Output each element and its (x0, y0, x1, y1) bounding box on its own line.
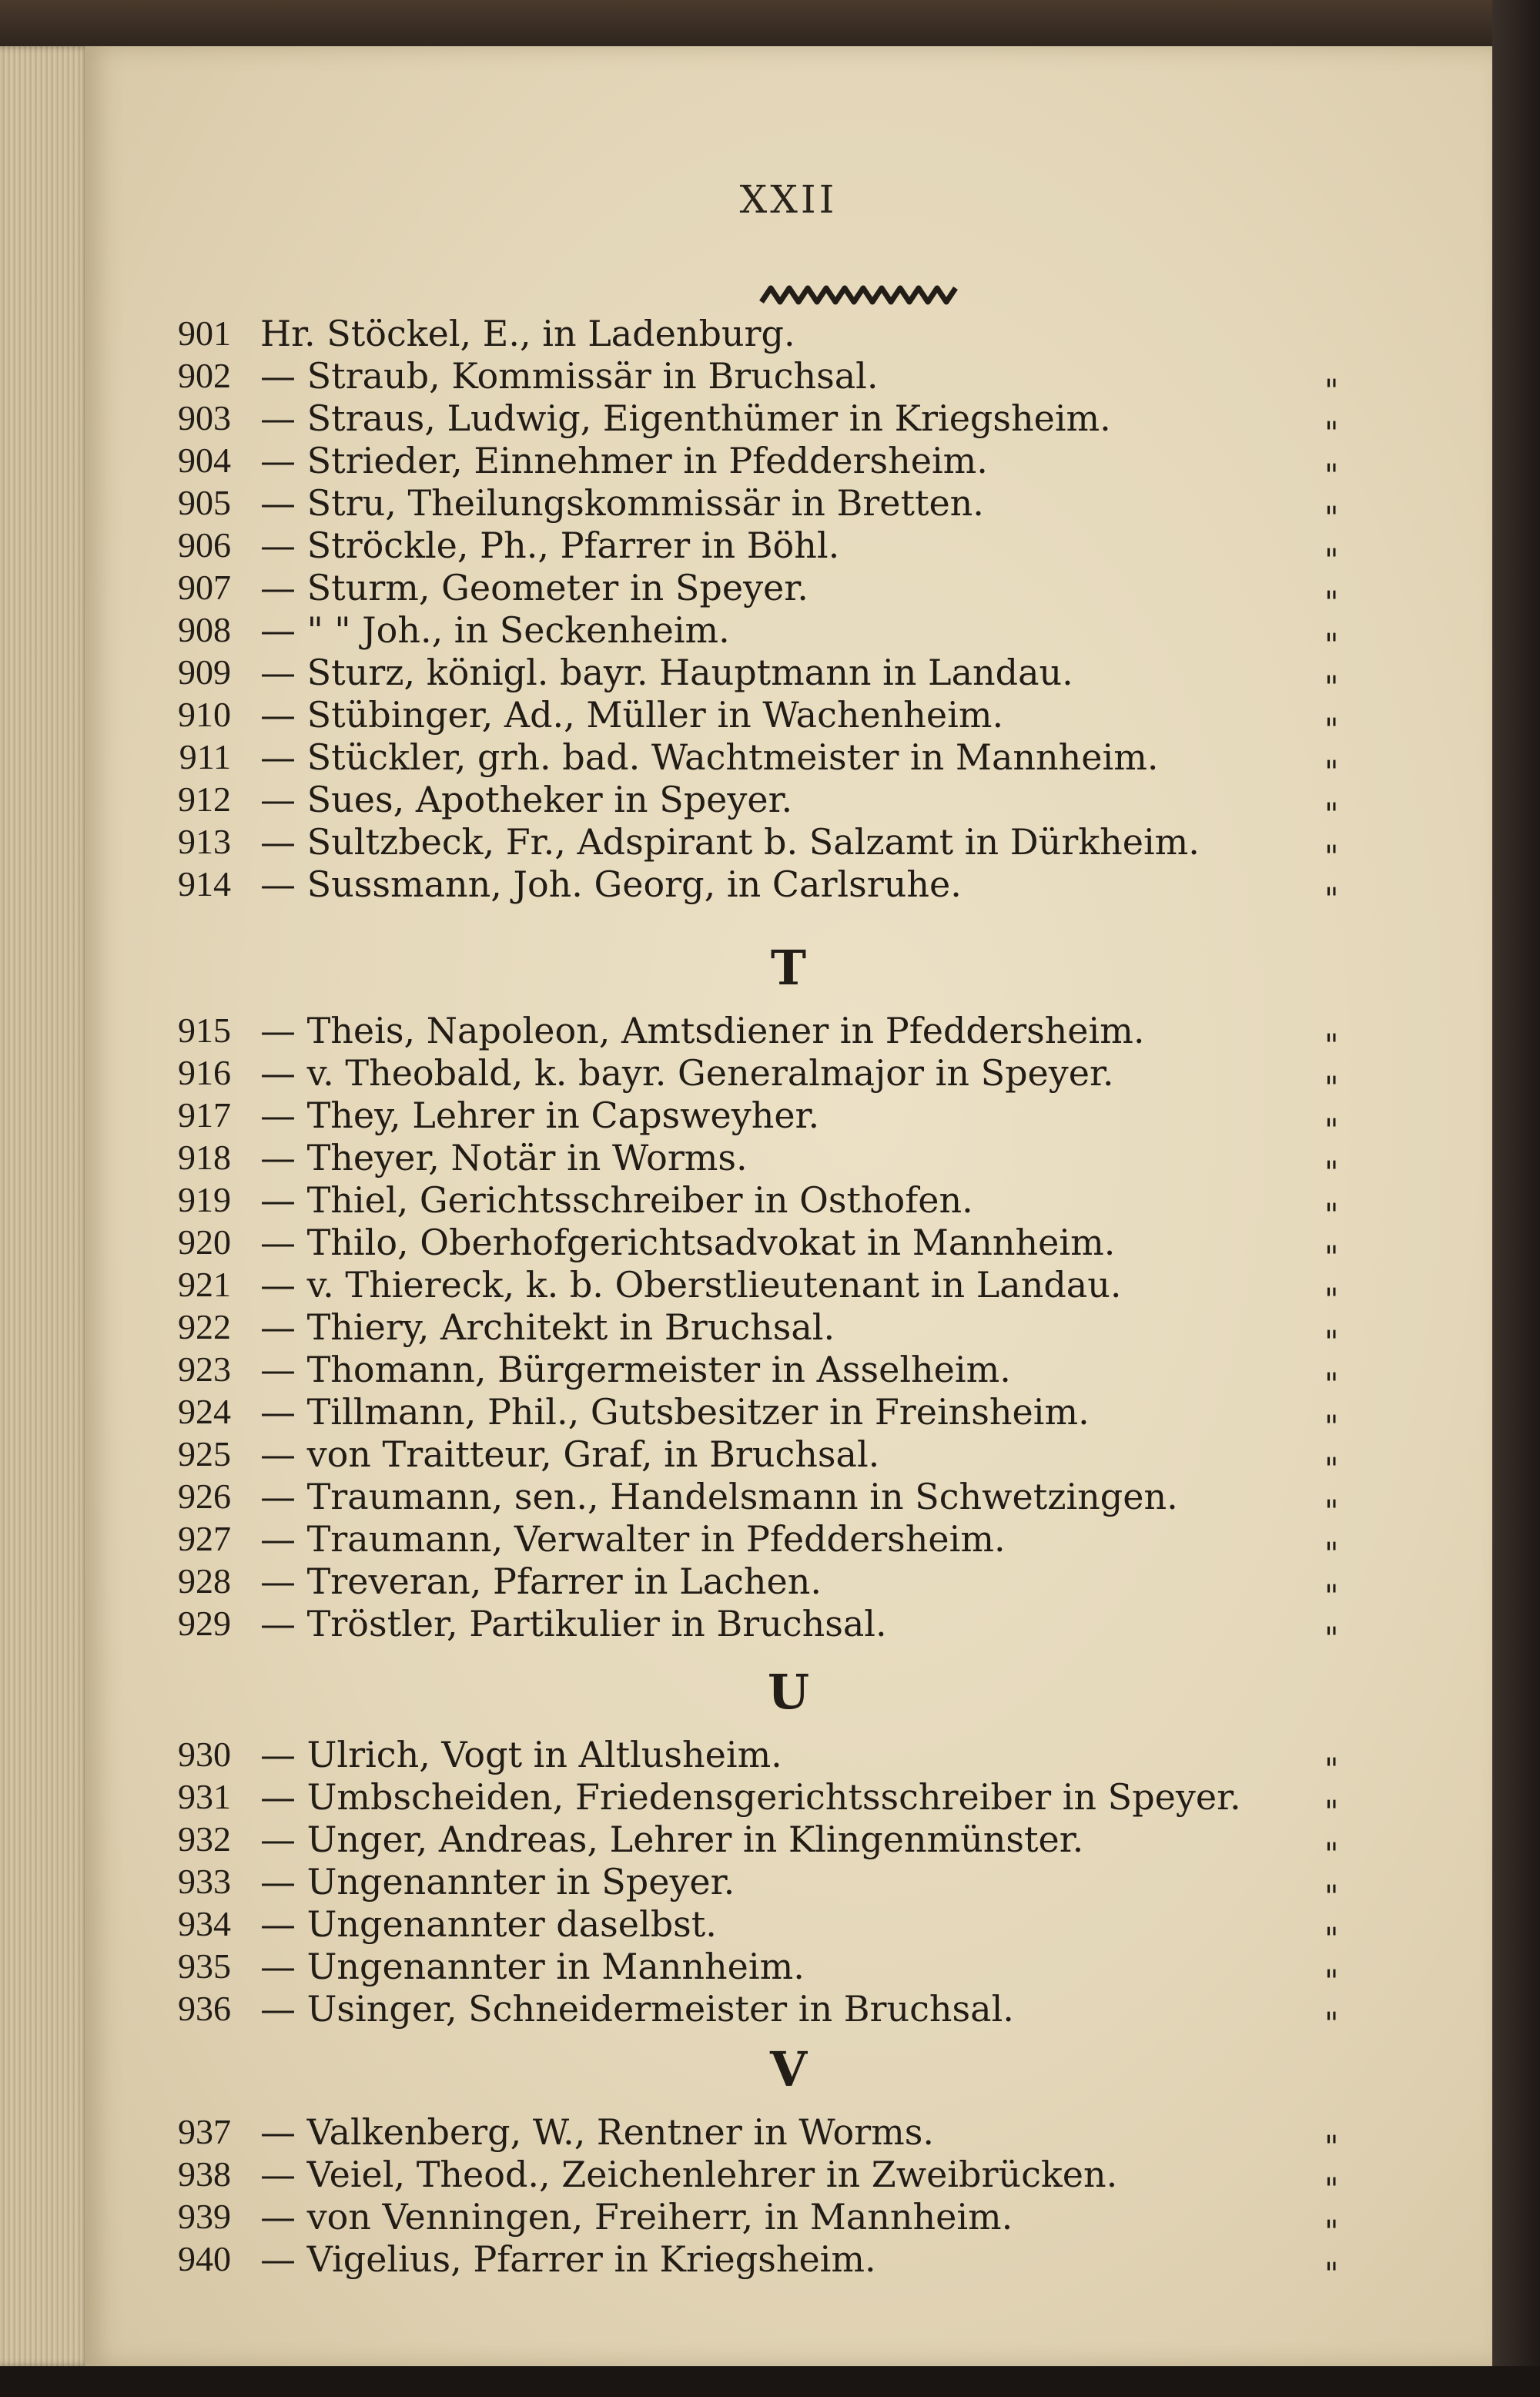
entry-number: 940 (178, 2239, 231, 2278)
entry-row (85, 1306, 1492, 1360)
entry-text: — Usinger, Schneidermeister in Bruchsal. (260, 1988, 1014, 2030)
entry-number: 912 (178, 779, 231, 819)
entry-number: 936 (178, 1989, 231, 2028)
entry-row (85, 1903, 1492, 1957)
book-bottom-edge (0, 2366, 1540, 2397)
ditto-mark: " (1324, 1198, 1339, 1233)
entry-row (85, 1136, 1492, 1191)
ditto-mark: " (1324, 1367, 1339, 1403)
entry-row (85, 1433, 1492, 1487)
entry-number: 914 (178, 864, 231, 903)
entry-text: — Vigelius, Pfarrer in Kriegsheim. (260, 2238, 876, 2280)
entry-row (85, 1178, 1492, 1233)
entry-number: 930 (178, 1735, 231, 1774)
ditto-mark: " (1324, 1964, 1339, 2000)
ditto-mark: " (1324, 543, 1339, 578)
entry-number: 902 (178, 356, 231, 395)
entry-number: 910 (178, 695, 231, 734)
ditto-mark: " (1324, 797, 1339, 833)
entry-row (85, 1009, 1492, 1064)
entry-number: 922 (178, 1307, 231, 1346)
entry-row (85, 312, 1492, 355)
ditto-mark: " (1324, 416, 1339, 451)
entry-text: — Stübinger, Ad., Müller in Wachenheim. (260, 694, 1004, 736)
entry-row (85, 1348, 1492, 1403)
entry-text: — Stru, Theilungskommissär in Bretten. (260, 482, 984, 524)
entry-text: — Thomann, Bürgermeister in Asselheim. (260, 1349, 1011, 1390)
entry-number: 917 (178, 1095, 231, 1135)
book-page (85, 46, 1492, 2366)
entry-number: 928 (178, 1561, 231, 1601)
entry-row (85, 778, 1492, 833)
entry-text: — Straub, Kommissär in Bruchsal. (260, 355, 879, 397)
entry-number: 939 (178, 2197, 231, 2236)
entry-number: 909 (178, 652, 231, 692)
entry-text: Hr. Stöckel, E., in Ladenburg. (260, 313, 795, 354)
entry-row (85, 1733, 1492, 1788)
ditto-mark: " (1324, 1621, 1339, 1657)
entry-number: 915 (178, 1011, 231, 1050)
entry-text: — Treveran, Pfarrer in Lachen. (260, 1561, 822, 1602)
entry-number: 918 (178, 1138, 231, 1177)
entry-row (85, 481, 1492, 536)
ditto-mark: " (1324, 1410, 1339, 1445)
entry-text: — They, Lehrer in Capsweyher. (260, 1095, 820, 1136)
entry-row (85, 736, 1492, 790)
entry-number: 927 (178, 1519, 231, 1558)
entry-row (85, 397, 1492, 451)
ditto-mark: " (1324, 1752, 1339, 1788)
entry-row (85, 608, 1492, 663)
entry-row (85, 524, 1492, 578)
entry-number: 924 (178, 1392, 231, 1431)
entry-text: — Unger, Andreas, Lehrer in Klingenmünster. (260, 1819, 1084, 1860)
page-number: XXII (739, 177, 838, 222)
entry-row (85, 1987, 1492, 2042)
book-right-edge (1492, 0, 1540, 2397)
entry-text: — Theyer, Notär in Worms. (260, 1137, 748, 1178)
entry-text: — Ungenannter in Speyer. (260, 1861, 735, 1903)
entry-text: — Ströckle, Ph., Pfarrer in Böhl. (260, 525, 840, 566)
ditto-mark: " (1324, 1837, 1339, 1872)
ditto-mark: " (1324, 1537, 1339, 1572)
entry-row (85, 439, 1492, 494)
entry-row (85, 1945, 1492, 2000)
entry-number: 903 (178, 398, 231, 437)
ditto-mark: " (1324, 712, 1339, 748)
entry-row (85, 1094, 1492, 1148)
entry-number: 934 (178, 1904, 231, 1943)
ditto-mark: " (1324, 501, 1339, 536)
ditto-mark: " (1324, 755, 1339, 790)
entry-row (85, 1602, 1492, 1657)
entry-number: 933 (178, 1862, 231, 1901)
entry-number: 908 (178, 610, 231, 649)
entry-text: — Sussmann, Joh. Georg, in Carlsruhe. (260, 863, 962, 905)
entry-text: — Strieder, Einnehmer in Pfeddersheim. (260, 440, 988, 481)
entry-number: 913 (178, 822, 231, 861)
entry-row (85, 2153, 1492, 2208)
section-heading-t: T (770, 940, 807, 996)
entry-text: — Thiery, Architekt in Bruchsal. (260, 1306, 835, 1348)
ditto-mark: " (1324, 2257, 1339, 2292)
entry-row (85, 2238, 1492, 2292)
ditto-mark: " (1324, 374, 1339, 409)
entry-text: — Straus, Ludwig, Eigenthümer in Kriegsheim. (260, 397, 1111, 439)
ditto-mark: " (1324, 1028, 1339, 1064)
entry-number: 925 (178, 1434, 231, 1473)
ditto-mark: " (1324, 585, 1339, 621)
entry-text: — Tröstler, Partikulier in Bruchsal. (260, 1603, 887, 1644)
ditto-mark: " (1324, 670, 1339, 706)
entry-row (85, 1390, 1492, 1445)
entry-number: 920 (178, 1222, 231, 1262)
entry-row (85, 1263, 1492, 1318)
entry-number: 911 (179, 737, 231, 776)
entry-number: 935 (178, 1946, 231, 1986)
entry-row (85, 2195, 1492, 2250)
entry-text: — Veiel, Theod., Zeichenlehrer in Zweibrücken. (260, 2154, 1118, 2195)
entry-number: 937 (178, 2112, 231, 2151)
entry-row (85, 566, 1492, 621)
entry-number: 926 (178, 1477, 231, 1516)
ditto-mark: " (1324, 2172, 1339, 2208)
entry-number: 932 (178, 1819, 231, 1859)
page-stack-edge (0, 46, 91, 2366)
entry-text: — Sultzbeck, Fr., Adspirant b. Salzamt in Dürkheim. (260, 821, 1200, 863)
ditto-mark: " (1324, 1155, 1339, 1191)
entry-number: 904 (178, 441, 231, 480)
entry-text: — Ulrich, Vogt in Altlusheim. (260, 1734, 782, 1775)
entry-text: — von Traitteur, Graf, in Bruchsal. (260, 1433, 880, 1475)
entry-number: 921 (178, 1265, 231, 1304)
section-heading-u: U (767, 1664, 810, 1720)
entry-row (85, 2110, 1492, 2165)
entry-row (85, 1560, 1492, 1614)
entry-row (85, 1475, 1492, 1530)
entry-number: 916 (178, 1053, 231, 1092)
entry-text: — v. Thiereck, k. b. Oberstlieutenant in Landau. (260, 1264, 1122, 1306)
ditto-mark: " (1324, 2214, 1339, 2250)
entry-number: 919 (178, 1180, 231, 1219)
ditto-mark: " (1324, 1071, 1339, 1106)
entry-text: — Thiel, Gerichtsschreiber in Osthofen. (260, 1179, 973, 1221)
entry-row (85, 693, 1492, 748)
entry-text: — Thilo, Oberhofgerichtsadvokat in Mannheim. (260, 1222, 1116, 1263)
entry-row (85, 651, 1492, 706)
entry-number: 906 (178, 525, 231, 565)
entry-row (85, 1775, 1492, 1830)
wave-ornament-icon (758, 282, 959, 308)
ditto-mark: " (1324, 882, 1339, 917)
entry-text: — Valkenberg, W., Rentner in Worms. (260, 2111, 935, 2153)
entry-text: — Ungenannter in Mannheim. (260, 1946, 805, 1987)
entry-number: 938 (178, 2154, 231, 2194)
entry-text: — " " Joh., in Seckenheim. (260, 609, 730, 651)
entry-row (85, 1221, 1492, 1276)
ditto-mark: " (1324, 840, 1339, 875)
ditto-mark: " (1324, 1282, 1339, 1318)
entry-row (85, 1860, 1492, 1915)
entry-row (85, 1818, 1492, 1872)
section-heading-v: V (769, 2041, 808, 2097)
entry-number: 905 (178, 483, 231, 522)
entry-text: — Ungenannter daselbst. (260, 1903, 717, 1945)
entry-text: — v. Theobald, k. bayr. Generalmajor in Speyer. (260, 1052, 1114, 1094)
ditto-mark: " (1324, 1579, 1339, 1614)
entry-row (85, 1051, 1492, 1106)
entry-text: — Stückler, grh. bad. Wachtmeister in Mannheim. (260, 736, 1159, 778)
entry-text: — Traumann, sen., Handelsmann in Schwetzingen. (260, 1476, 1178, 1517)
entry-number: 923 (178, 1349, 231, 1389)
entry-row (85, 863, 1492, 917)
ditto-mark: " (1324, 628, 1339, 663)
ditto-mark: " (1324, 1494, 1339, 1530)
entry-row (85, 1517, 1492, 1572)
entry-number: 907 (178, 568, 231, 607)
ditto-mark: " (1324, 1113, 1339, 1148)
ditto-mark: " (1324, 458, 1339, 494)
entry-text: — Sturm, Geometer in Speyer. (260, 567, 808, 608)
entry-number: 901 (178, 313, 231, 353)
entry-number: 931 (178, 1777, 231, 1816)
entry-row (85, 354, 1492, 409)
ditto-mark: " (1324, 1452, 1339, 1487)
entry-text: — von Venningen, Freiherr, in Mannheim. (260, 2196, 1013, 2238)
entry-text: — Theis, Napoleon, Amtsdiener in Pfeddersheim. (260, 1010, 1145, 1051)
entry-text: — Traumann, Verwalter in Pfeddersheim. (260, 1518, 1006, 1560)
ditto-mark: " (1324, 1922, 1339, 1957)
ditto-mark: " (1324, 2130, 1339, 2165)
ditto-mark: " (1324, 1879, 1339, 1915)
entry-text: — Sues, Apotheker in Speyer. (260, 779, 793, 820)
ditto-mark: " (1324, 1795, 1339, 1830)
entry-text: — Sturz, königl. bayr. Hauptmann in Landau. (260, 652, 1073, 693)
ditto-mark: " (1324, 1325, 1339, 1360)
entry-row (85, 820, 1492, 875)
ditto-mark: " (1324, 2006, 1339, 2042)
entry-number: 929 (178, 1604, 231, 1643)
entry-text: — Tillmann, Phil., Gutsbesitzer in Freinsheim. (260, 1391, 1090, 1433)
entry-text: — Umbscheiden, Friedensgerichtsschreiber in Speyer. (260, 1776, 1241, 1818)
ditto-mark: " (1324, 1240, 1339, 1276)
